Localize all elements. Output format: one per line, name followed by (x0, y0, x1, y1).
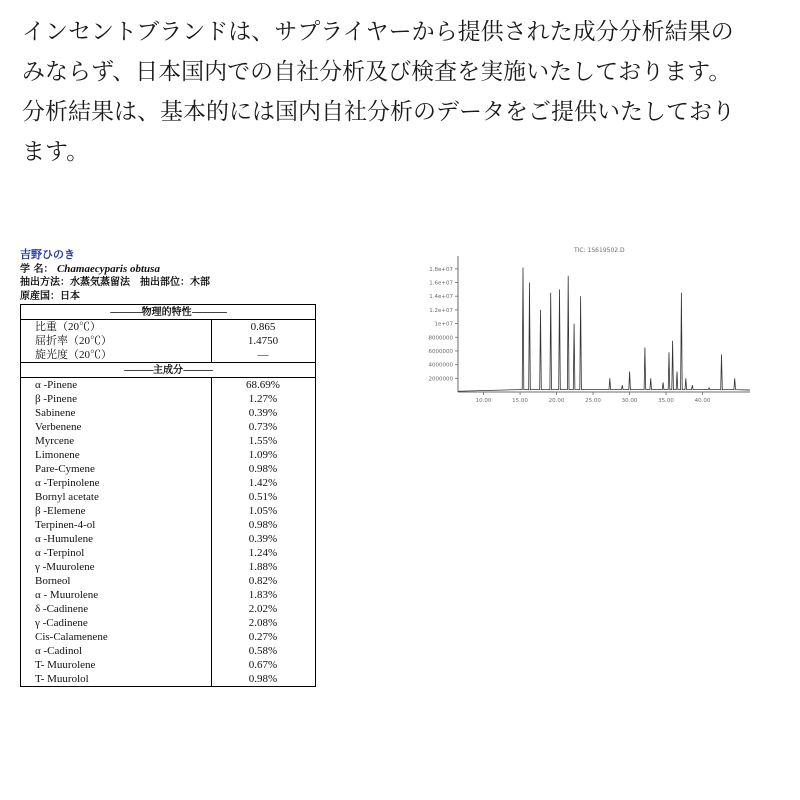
component-row (21, 616, 315, 630)
y-tick-label: 6000000 (428, 348, 453, 355)
component-name: β -Pinene (35, 393, 77, 405)
components-list (21, 378, 315, 686)
y-tick-label: 1.6e+07 (429, 280, 453, 287)
spec-sheet (20, 248, 316, 687)
chromatogram-plot (414, 244, 754, 406)
physical-row: 屈折率（20℃） 1.4750 (35, 335, 279, 347)
intro-line: ます。 (22, 139, 90, 165)
component-percent: 0.27% (248, 631, 278, 643)
component-name: Cis-Calamenene (35, 631, 108, 643)
extraction-info: 抽出方法：水蒸気蒸留法 抽出部位：木部 (20, 277, 210, 288)
component-row (21, 588, 315, 602)
component-percent: 1.27% (248, 393, 278, 405)
component-name: α -Cadinol (35, 645, 83, 657)
component-percent: 0.39% (248, 533, 278, 545)
origin-info: 原産国：日本 (20, 291, 80, 302)
component-row (21, 490, 315, 504)
physical-properties (21, 320, 315, 363)
component-row (21, 448, 315, 462)
physical-row: 比重（20℃） 0.865 (35, 321, 276, 333)
components-header: -----------主成分----------- (21, 363, 315, 378)
component-row (21, 518, 315, 532)
spec-title: 吉野ひのき (20, 248, 75, 261)
component-percent: 0.82% (248, 575, 278, 587)
component-row (21, 406, 315, 420)
component-percent: 1.88% (248, 561, 278, 573)
scientific-name-row (20, 262, 316, 276)
component-percent: 1.83% (248, 589, 278, 601)
component-percent: 1.42% (248, 477, 278, 489)
intro-line: インセントブランドは、サプライヤーから提供された成分分析結果の (22, 19, 734, 45)
component-name: α -Terpinolene (35, 477, 100, 489)
component-row (21, 532, 315, 546)
component-percent: 0.98% (248, 673, 278, 685)
x-tick-label: 20.00 (548, 398, 565, 404)
x-tick-label: 40.00 (694, 398, 711, 404)
component-name: α -Pinene (35, 379, 78, 391)
component-percent: 2.02% (248, 603, 278, 615)
component-row (21, 434, 315, 448)
component-name: α - Muurolene (35, 589, 99, 601)
component-name: Bornyl acetate (35, 491, 99, 503)
component-name: Pare-Cymene (35, 463, 95, 475)
component-name: Terpinen-4-ol (35, 519, 96, 531)
x-tick-label: 25.00 (585, 398, 601, 404)
y-tick-label: 1.2e+07 (429, 307, 453, 314)
component-row (21, 462, 315, 476)
physical-row: 旋光度（20℃） ― (35, 349, 269, 361)
component-percent: 1.24% (248, 547, 278, 559)
scientific-name: Chamaecyparis obtusa (56, 263, 160, 275)
x-tick-label: 35.00 (658, 398, 674, 404)
component-name: γ -Muurolene (35, 561, 95, 573)
component-row (21, 378, 315, 392)
component-percent: 68.69% (246, 379, 280, 391)
component-row (21, 630, 315, 644)
component-row (21, 602, 315, 616)
component-row (21, 476, 315, 490)
component-name: α -Humulene (35, 533, 93, 545)
component-row (21, 672, 315, 686)
chromatogram-trace (458, 268, 750, 392)
component-percent: 0.98% (248, 463, 278, 475)
spec-table (20, 304, 316, 687)
component-name: Verbenene (35, 421, 82, 433)
intro-line: 分析結果は、基本的には国内自社分析のデータをご提供いたしており (22, 99, 735, 125)
component-percent: 0.98% (248, 519, 278, 531)
component-row (21, 574, 315, 588)
x-tick-label: 15.00 (512, 398, 528, 404)
component-name: Sabinene (35, 407, 76, 419)
intro-line: みならず、日本国内での自社分析及び検査を実施いたしております。 (22, 59, 732, 85)
y-tick-label: 1.8e+07 (429, 266, 453, 273)
component-percent: 1.09% (248, 449, 278, 461)
component-row (21, 658, 315, 672)
y-tick-label: 8000000 (428, 335, 453, 342)
component-percent: 2.08% (248, 617, 278, 629)
component-percent: 1.05% (248, 505, 278, 517)
component-percent: 0.51% (248, 491, 278, 503)
component-name: γ -Cadinene (35, 617, 88, 629)
chromatogram-title: TIC: 1S619502.D (574, 247, 625, 254)
component-row (21, 546, 315, 560)
component-percent: 0.58% (248, 645, 278, 657)
component-name: α -Terpinol (35, 547, 85, 559)
chromatogram (414, 244, 754, 406)
component-row (21, 644, 315, 658)
component-row (21, 560, 315, 574)
component-row (21, 504, 315, 518)
x-tick-label: 10.00 (475, 398, 492, 404)
component-row (21, 420, 315, 434)
component-name: Myrcene (35, 435, 75, 447)
intro-text (22, 12, 782, 172)
y-tick-label: 1.4e+07 (429, 294, 453, 301)
component-percent: 0.73% (248, 421, 278, 433)
component-name: δ -Cadinene (35, 603, 89, 615)
component-name: T- Muurolol (35, 673, 89, 685)
y-tick-label: 2000000 (428, 376, 453, 383)
y-tick-label: 4000000 (428, 362, 453, 369)
component-name: T- Muurolene (35, 659, 96, 671)
scientific-name-label: 学 名： (20, 264, 54, 275)
physical-properties-header: ------------物理的特性------------- (21, 305, 315, 320)
component-percent: 0.67% (248, 659, 278, 671)
component-name: Limonene (35, 449, 80, 461)
component-percent: 0.39% (248, 407, 278, 419)
component-name: β -Elemene (35, 505, 86, 517)
x-tick-label: 30.00 (621, 398, 638, 404)
component-row (21, 392, 315, 406)
component-percent: 1.55% (248, 435, 278, 447)
component-name: Borneol (35, 575, 71, 587)
y-tick-label: 1e+07 (434, 321, 453, 328)
